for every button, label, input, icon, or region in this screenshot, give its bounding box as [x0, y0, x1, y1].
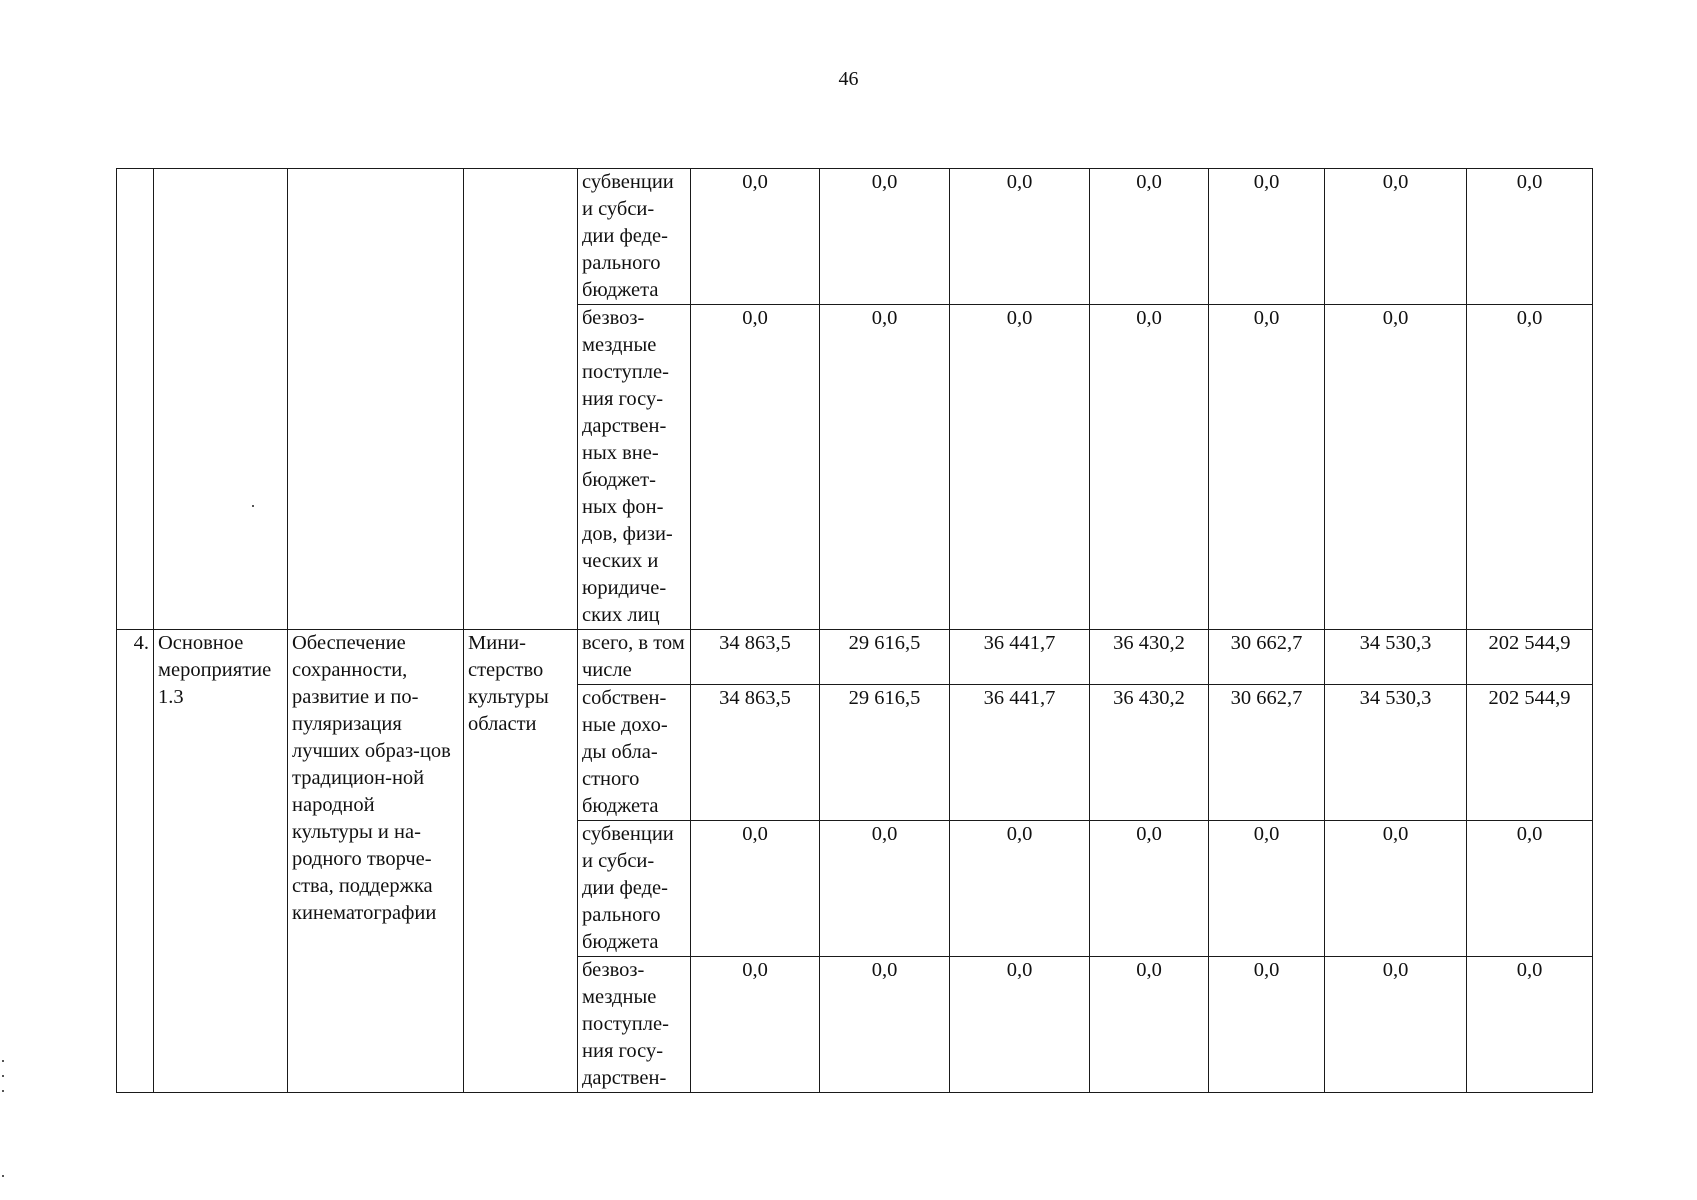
table-row — [117, 169, 1593, 305]
scan-artifact — [2, 1060, 4, 1062]
value-cell: 30 662,7 — [1209, 630, 1325, 685]
value-cell: 0,0 — [1090, 305, 1209, 630]
value-cell: 0,0 — [691, 957, 820, 1093]
value-cell: 0,0 — [691, 821, 820, 957]
funding-source-cell: безвоз-мездные поступле-ния госу-дарствен-ных вне-бюджет-ных фон-дов, физи-ческих и юридиче-ских лиц — [578, 305, 691, 630]
value-cell: 34 530,3 — [1325, 630, 1467, 685]
value-cell: 0,0 — [1325, 821, 1467, 957]
total-value-cell: 202 544,9 — [1467, 685, 1593, 821]
value-cell: 34 863,5 — [691, 630, 820, 685]
table-row — [117, 630, 1593, 685]
value-cell: 0,0 — [820, 305, 950, 630]
value-cell: 34 530,3 — [1325, 685, 1467, 821]
funding-source-cell: всего, в том числе — [578, 630, 691, 685]
total-value-cell: 202 544,9 — [1467, 630, 1593, 685]
funding-source-cell: субвенции и субси-дии феде-рального бюджета — [578, 169, 691, 305]
value-cell: 34 863,5 — [691, 685, 820, 821]
value-cell: 0,0 — [1209, 305, 1325, 630]
funding-source-cell: субвенции и субси-дии феде-рального бюджета — [578, 821, 691, 957]
budget-table — [116, 168, 1593, 1093]
value-cell: 0,0 — [1325, 957, 1467, 1093]
value-cell: 0,0 — [1209, 169, 1325, 305]
value-cell: 29 616,5 — [820, 630, 950, 685]
value-cell: 0,0 — [1090, 169, 1209, 305]
value-cell: 0,0 — [820, 169, 950, 305]
page-number: 46 — [838, 68, 859, 90]
value-cell: 0,0 — [950, 821, 1090, 957]
scan-artifact — [2, 1175, 4, 1177]
activity-description-cell — [288, 169, 464, 630]
value-cell: 0,0 — [950, 305, 1090, 630]
value-cell: 0,0 — [1209, 957, 1325, 1093]
funding-source-cell: собствен-ные дохо-ды обла-стного бюджета — [578, 685, 691, 821]
value-cell: 36 430,2 — [1090, 685, 1209, 821]
value-cell: 36 430,2 — [1090, 630, 1209, 685]
row-index-cell — [117, 169, 154, 630]
total-value-cell: 0,0 — [1467, 169, 1593, 305]
scan-artifact — [2, 1075, 4, 1077]
value-cell: 0,0 — [820, 957, 950, 1093]
total-value-cell: 0,0 — [1467, 957, 1593, 1093]
executor-cell — [464, 169, 578, 630]
value-cell: 0,0 — [950, 169, 1090, 305]
executor-cell: Мини-стерство культуры области — [464, 630, 578, 1093]
value-cell: 0,0 — [691, 169, 820, 305]
activity-name-cell — [154, 169, 288, 630]
total-value-cell: 0,0 — [1467, 821, 1593, 957]
value-cell: 0,0 — [820, 821, 950, 957]
scan-artifact — [2, 1090, 4, 1092]
value-cell: 0,0 — [691, 305, 820, 630]
scan-artifact — [252, 505, 254, 507]
value-cell: 0,0 — [1209, 821, 1325, 957]
activity-name-cell: Основное мероприятие 1.3 — [154, 630, 288, 1093]
value-cell: 0,0 — [1325, 305, 1467, 630]
value-cell: 36 441,7 — [950, 685, 1090, 821]
value-cell: 36 441,7 — [950, 630, 1090, 685]
value-cell: 0,0 — [950, 957, 1090, 1093]
row-index-cell: 4. — [117, 630, 154, 1093]
value-cell: 0,0 — [1090, 957, 1209, 1093]
total-value-cell: 0,0 — [1467, 305, 1593, 630]
funding-source-cell: безвоз-мездные поступле-ния госу-дарствен- — [578, 957, 691, 1093]
value-cell: 30 662,7 — [1209, 685, 1325, 821]
value-cell: 0,0 — [1325, 169, 1467, 305]
value-cell: 29 616,5 — [820, 685, 950, 821]
value-cell: 0,0 — [1090, 821, 1209, 957]
activity-description-cell: Обеспечение сохранности, развитие и по-пуляризация лучших образ-цов традицион-ной народной культуры и на-родного творче-ства, поддержка кинематографии — [288, 630, 464, 1093]
